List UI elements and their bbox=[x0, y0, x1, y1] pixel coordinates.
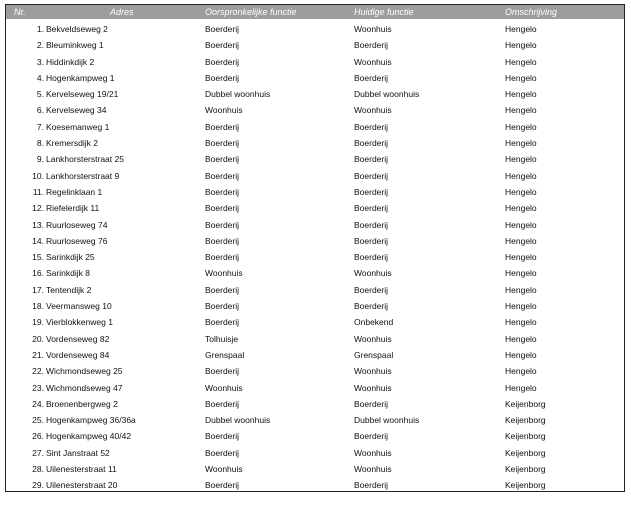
cell-nr: 15. bbox=[32, 252, 44, 263]
cell-omschrijving: Keijenborg bbox=[505, 415, 546, 426]
cell-omschrijving: Hengelo bbox=[505, 56, 537, 67]
cell-adres: Koesemanweg 1 bbox=[46, 121, 110, 132]
cell-huidige-functie: Woonhuis bbox=[354, 56, 392, 67]
table-row bbox=[6, 363, 624, 379]
header-omschrijving: Omschrijving bbox=[505, 7, 558, 17]
cell-omschrijving: Hengelo bbox=[505, 89, 537, 100]
cell-omschrijving: Keijenborg bbox=[505, 431, 546, 442]
cell-adres: Riefelerdijk 11 bbox=[46, 203, 100, 214]
table-row bbox=[6, 233, 624, 249]
cell-huidige-functie: Boerderij bbox=[354, 203, 389, 214]
cell-adres: Broenenbergweg 2 bbox=[46, 398, 118, 409]
cell-omschrijving: Hengelo bbox=[505, 349, 537, 360]
table-row bbox=[6, 37, 624, 53]
cell-adres: Bekveldseweg 2 bbox=[46, 24, 108, 34]
cell-omschrijving: Keijenborg bbox=[505, 480, 546, 491]
cell-nr: 9. bbox=[36, 154, 44, 165]
cell-omschrijving: Hengelo bbox=[505, 252, 537, 263]
cell-adres: Uilenesterstraat 20 bbox=[46, 480, 118, 491]
cell-oorspronkelijke-functie: Boerderij bbox=[205, 480, 240, 491]
cell-huidige-functie: Woonhuis bbox=[354, 105, 392, 116]
cell-omschrijving: Hengelo bbox=[505, 121, 537, 132]
table-row bbox=[6, 249, 624, 265]
cell-omschrijving: Hengelo bbox=[505, 317, 537, 328]
cell-adres: Tentendijk 2 bbox=[46, 284, 92, 295]
cell-oorspronkelijke-functie: Dubbel woonhuis bbox=[205, 89, 271, 100]
cell-nr: 11. bbox=[32, 186, 44, 197]
table-row bbox=[6, 380, 624, 396]
cell-nr: 21. bbox=[32, 349, 44, 360]
cell-huidige-functie: Boerderij bbox=[354, 40, 389, 51]
cell-omschrijving: Hengelo bbox=[505, 170, 537, 181]
cell-huidige-functie: Boerderij bbox=[354, 398, 389, 409]
table-row bbox=[6, 135, 624, 151]
cell-adres: Regelinklaan 1 bbox=[46, 186, 103, 197]
cell-adres: Kremersdijk 2 bbox=[46, 138, 98, 149]
cell-oorspronkelijke-functie: Boerderij bbox=[205, 447, 240, 458]
table-row bbox=[6, 477, 624, 493]
cell-oorspronkelijke-functie: Tolhuisje bbox=[205, 333, 239, 344]
cell-adres: Kervelseweg 34 bbox=[46, 105, 107, 116]
cell-omschrijving: Hengelo bbox=[505, 382, 537, 393]
cell-adres: Wichmondseweg 25 bbox=[46, 366, 123, 377]
cell-adres: Hogenkampweg 1 bbox=[46, 72, 115, 83]
cell-oorspronkelijke-functie: Boerderij bbox=[205, 72, 240, 83]
cell-omschrijving: Hengelo bbox=[505, 203, 537, 214]
cell-oorspronkelijke-functie: Boerderij bbox=[205, 170, 240, 181]
cell-nr: 8. bbox=[36, 138, 44, 149]
cell-oorspronkelijke-functie: Boerderij bbox=[205, 56, 240, 67]
cell-huidige-functie: Woonhuis bbox=[354, 464, 392, 475]
table-row bbox=[6, 54, 624, 70]
cell-omschrijving: Keijenborg bbox=[505, 398, 546, 409]
cell-adres: Kervelseweg 19/21 bbox=[46, 89, 119, 100]
cell-oorspronkelijke-functie: Boerderij bbox=[205, 431, 240, 442]
table-row bbox=[6, 21, 624, 37]
table-row bbox=[6, 217, 624, 233]
cell-huidige-functie: Dubbel woonhuis bbox=[354, 89, 420, 100]
cell-omschrijving: Hengelo bbox=[505, 333, 537, 344]
cell-oorspronkelijke-functie: Boerderij bbox=[205, 252, 240, 263]
cell-huidige-functie: Dubbel woonhuis bbox=[354, 415, 420, 426]
cell-nr: 17. bbox=[32, 284, 44, 295]
table-row bbox=[6, 282, 624, 298]
cell-adres: Wichmondseweg 47 bbox=[46, 382, 123, 393]
table-body bbox=[6, 21, 624, 494]
cell-oorspronkelijke-functie: Woonhuis bbox=[205, 382, 243, 393]
cell-oorspronkelijke-functie: Dubbel woonhuis bbox=[205, 415, 271, 426]
table-row bbox=[6, 298, 624, 314]
table-row bbox=[6, 200, 624, 216]
table-row bbox=[6, 412, 624, 428]
cell-oorspronkelijke-functie: Boerderij bbox=[205, 24, 240, 34]
cell-adres: Veermansweg 10 bbox=[46, 301, 112, 312]
cell-oorspronkelijke-functie: Boerderij bbox=[205, 284, 240, 295]
cell-omschrijving: Hengelo bbox=[505, 284, 537, 295]
cell-adres: Sint Janstraat 52 bbox=[46, 447, 110, 458]
cell-huidige-functie: Boerderij bbox=[354, 138, 389, 149]
cell-omschrijving: Hengelo bbox=[505, 219, 537, 230]
table-row bbox=[6, 70, 624, 86]
cell-nr: 22. bbox=[32, 366, 44, 377]
cell-huidige-functie: Boerderij bbox=[354, 284, 389, 295]
cell-omschrijving: Hengelo bbox=[505, 301, 537, 312]
header-huidige-functie: Huidige functie bbox=[354, 7, 414, 17]
cell-huidige-functie: Boerderij bbox=[354, 154, 389, 165]
table-row bbox=[6, 102, 624, 118]
monument-table bbox=[5, 4, 625, 492]
cell-huidige-functie: Boerderij bbox=[354, 252, 389, 263]
cell-huidige-functie: Boerderij bbox=[354, 301, 389, 312]
cell-nr: 20. bbox=[32, 333, 44, 344]
table-row bbox=[6, 168, 624, 184]
table-row bbox=[6, 428, 624, 444]
cell-omschrijving: Hengelo bbox=[505, 235, 537, 246]
header-oorspronkelijke-functie: Oorspronkelijke functie bbox=[205, 7, 297, 17]
cell-omschrijving: Hengelo bbox=[505, 105, 537, 116]
cell-oorspronkelijke-functie: Boerderij bbox=[205, 317, 240, 328]
cell-oorspronkelijke-functie: Boerderij bbox=[205, 186, 240, 197]
cell-oorspronkelijke-functie: Boerderij bbox=[205, 219, 240, 230]
cell-adres: Bleuminkweg 1 bbox=[46, 40, 104, 51]
cell-huidige-functie: Boerderij bbox=[354, 219, 389, 230]
table-row bbox=[6, 119, 624, 135]
cell-omschrijving: Hengelo bbox=[505, 138, 537, 149]
cell-adres: Vierblokkenweg 1 bbox=[46, 317, 113, 328]
cell-adres: Lankhorsterstraat 9 bbox=[46, 170, 120, 181]
cell-huidige-functie: Boerderij bbox=[354, 170, 389, 181]
cell-adres: Lankhorsterstraat 25 bbox=[46, 154, 124, 165]
cell-oorspronkelijke-functie: Boerderij bbox=[205, 301, 240, 312]
cell-nr: 23. bbox=[32, 382, 44, 393]
cell-oorspronkelijke-functie: Boerderij bbox=[205, 366, 240, 377]
cell-oorspronkelijke-functie: Boerderij bbox=[205, 203, 240, 214]
cell-adres: Ruurloseweg 76 bbox=[46, 235, 108, 246]
cell-omschrijving: Hengelo bbox=[505, 366, 537, 377]
cell-huidige-functie: Onbekend bbox=[354, 317, 394, 328]
cell-adres: Hogenkampweg 40/42 bbox=[46, 431, 132, 442]
cell-nr: 16. bbox=[32, 268, 44, 279]
cell-omschrijving: Hengelo bbox=[505, 186, 537, 197]
cell-oorspronkelijke-functie: Boerderij bbox=[205, 121, 240, 132]
cell-nr: 27. bbox=[32, 447, 44, 458]
cell-nr: 10. bbox=[32, 170, 44, 181]
table-row bbox=[6, 331, 624, 347]
cell-adres: Vordenseweg 84 bbox=[46, 349, 110, 360]
cell-huidige-functie: Boerderij bbox=[354, 431, 389, 442]
cell-omschrijving: Keijenborg bbox=[505, 447, 546, 458]
table-row bbox=[6, 396, 624, 412]
cell-huidige-functie: Boerderij bbox=[354, 186, 389, 197]
cell-nr: 26. bbox=[32, 431, 44, 442]
cell-nr: 18. bbox=[32, 301, 44, 312]
cell-nr: 5. bbox=[36, 89, 44, 100]
table-row bbox=[6, 461, 624, 477]
cell-huidige-functie: Woonhuis bbox=[354, 366, 392, 377]
cell-omschrijving: Hengelo bbox=[505, 40, 537, 51]
cell-adres: Sarinkdijk 25 bbox=[46, 252, 95, 263]
cell-nr: 13. bbox=[32, 219, 44, 230]
cell-nr: 29. bbox=[32, 480, 44, 491]
cell-nr: 14. bbox=[32, 235, 44, 246]
cell-nr: 6. bbox=[36, 105, 44, 116]
cell-nr: 7. bbox=[36, 121, 44, 132]
cell-huidige-functie: Woonhuis bbox=[354, 24, 392, 34]
cell-huidige-functie: Boerderij bbox=[354, 480, 389, 491]
cell-huidige-functie: Boerderij bbox=[354, 235, 389, 246]
cell-oorspronkelijke-functie: Boerderij bbox=[205, 154, 240, 165]
table-row bbox=[6, 86, 624, 102]
cell-adres: Hogenkampweg 36/36a bbox=[46, 415, 136, 426]
table-header bbox=[6, 5, 624, 19]
cell-oorspronkelijke-functie: Grenspaal bbox=[205, 349, 245, 360]
cell-oorspronkelijke-functie: Boerderij bbox=[205, 398, 240, 409]
cell-nr: 12. bbox=[32, 203, 44, 214]
cell-huidige-functie: Woonhuis bbox=[354, 333, 392, 344]
table-row bbox=[6, 445, 624, 461]
cell-adres: Vordenseweg 82 bbox=[46, 333, 110, 344]
table-row bbox=[6, 265, 624, 281]
cell-nr: 4. bbox=[36, 72, 44, 83]
cell-oorspronkelijke-functie: Boerderij bbox=[205, 138, 240, 149]
cell-huidige-functie: Boerderij bbox=[354, 121, 389, 132]
cell-oorspronkelijke-functie: Woonhuis bbox=[205, 268, 243, 279]
cell-oorspronkelijke-functie: Woonhuis bbox=[205, 464, 243, 475]
header-adres: Adres bbox=[110, 7, 134, 17]
cell-adres: Hiddinkdijk 2 bbox=[46, 56, 95, 67]
cell-nr: 24. bbox=[32, 398, 44, 409]
cell-oorspronkelijke-functie: Boerderij bbox=[205, 235, 240, 246]
cell-oorspronkelijke-functie: Boerderij bbox=[205, 40, 240, 51]
cell-huidige-functie: Boerderij bbox=[354, 72, 389, 83]
cell-adres: Uilenesterstraat 11 bbox=[46, 464, 117, 475]
header-nr: Nr. bbox=[14, 7, 26, 17]
cell-adres: Ruurloseweg 74 bbox=[46, 219, 108, 230]
cell-oorspronkelijke-functie: Woonhuis bbox=[205, 105, 243, 116]
cell-omschrijving: Keijenborg bbox=[505, 464, 546, 475]
cell-omschrijving: Hengelo bbox=[505, 154, 537, 165]
cell-omschrijving: Hengelo bbox=[505, 268, 537, 279]
table-row bbox=[6, 184, 624, 200]
cell-nr: 19. bbox=[32, 317, 44, 328]
cell-omschrijving: Hengelo bbox=[505, 72, 537, 83]
table-row bbox=[6, 151, 624, 167]
table-row bbox=[6, 314, 624, 330]
table-row bbox=[6, 347, 624, 363]
cell-huidige-functie: Woonhuis bbox=[354, 268, 392, 279]
cell-adres: Sarinkdijk 8 bbox=[46, 268, 90, 279]
cell-huidige-functie: Woonhuis bbox=[354, 447, 392, 458]
cell-huidige-functie: Grenspaal bbox=[354, 349, 394, 360]
cell-omschrijving: Hengelo bbox=[505, 24, 537, 34]
cell-nr: 28. bbox=[32, 464, 44, 475]
cell-nr: 1. bbox=[36, 24, 44, 34]
cell-nr: 25. bbox=[32, 415, 44, 426]
cell-nr: 3. bbox=[36, 56, 44, 67]
cell-nr: 2. bbox=[36, 40, 44, 51]
cell-huidige-functie: Woonhuis bbox=[354, 382, 392, 393]
